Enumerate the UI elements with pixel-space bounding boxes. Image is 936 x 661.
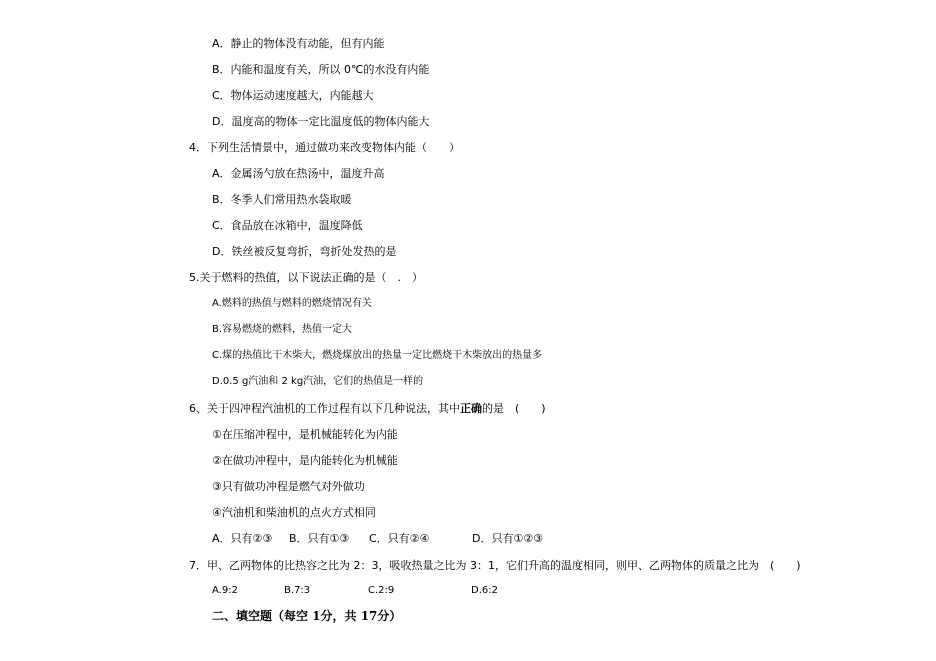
q6-statement-2: ②在做功冲程中，是内能转化为机械能	[212, 454, 398, 467]
q7-option-a: A.9:2	[212, 585, 238, 596]
q6-statement-4: ④汽油机和柴油机的点火方式相同	[212, 506, 376, 519]
q7-option-d: D.6:2	[471, 585, 498, 596]
q6-statement-1: ①在压缩冲程中，是机械能转化为内能	[212, 428, 398, 441]
q6-stem-suffix: 的是 ( )	[482, 402, 546, 415]
q6-option-c: C．只有②④	[369, 532, 430, 545]
q5-option-d: D.0.5 g汽油和 2 kg汽油，它们的热值是一样的	[212, 376, 424, 387]
q5-option-a: A.燃料的热值与燃料的燃烧情况有关	[212, 298, 372, 309]
q7-option-c: C.2:9	[368, 585, 395, 596]
q4-option-a: A．金属汤勺放在热汤中，温度升高	[212, 167, 385, 180]
q6-option-b: B．只有①③	[289, 532, 350, 545]
q6-option-d: D．只有①②③	[472, 532, 544, 545]
q4-option-b: B．冬季人们常用热水袋取暖	[212, 193, 352, 206]
q3-option-b: B．内能和温度有关，所以 0℃的水没有内能	[212, 63, 430, 76]
section-2-title: 二、填空题（每空 1分，共 17分）	[212, 609, 402, 623]
q6-stem	[189, 402, 546, 416]
q4-stem: 4．下列生活情景中，通过做功来改变物体内能（ ）	[189, 141, 460, 154]
q6-option-a: A．只有②③	[212, 532, 273, 545]
q5-option-c: C.煤的热值比干木柴大，燃烧煤放出的热量一定比燃烧干木柴放出的热量多	[212, 350, 543, 361]
q6-stem-bold: 正确	[460, 402, 482, 415]
q6-stem-prefix: 6、关于四冲程汽油机的工作过程有以下几种说法，其中	[189, 402, 460, 415]
q7-stem: 7．甲、乙两物体的比热容之比为 2：3，吸收热量之比为 3：1，它们升高的温度相同，则甲、乙两物体的质量之比为 ( )	[189, 559, 801, 572]
q7-option-b: B.7:3	[284, 585, 311, 596]
q5-option-b: B.容易燃烧的燃料，热值一定大	[212, 324, 353, 335]
q3-option-d: D．温度高的物体一定比温度低的物体内能大	[212, 115, 430, 128]
q3-option-c: C．物体运动速度越大，内能越大	[212, 89, 374, 102]
q3-option-a: A．静止的物体没有动能，但有内能	[212, 37, 385, 50]
q5-stem: 5.关于燃料的热值，以下说法正确的是（ . ）	[189, 271, 423, 284]
q6-statement-3: ③只有做功冲程是燃气对外做功	[212, 480, 365, 493]
q4-option-c: C．食品放在冰箱中，温度降低	[212, 219, 363, 232]
q4-option-d: D．铁丝被反复弯折，弯折处发热的是	[212, 245, 397, 258]
